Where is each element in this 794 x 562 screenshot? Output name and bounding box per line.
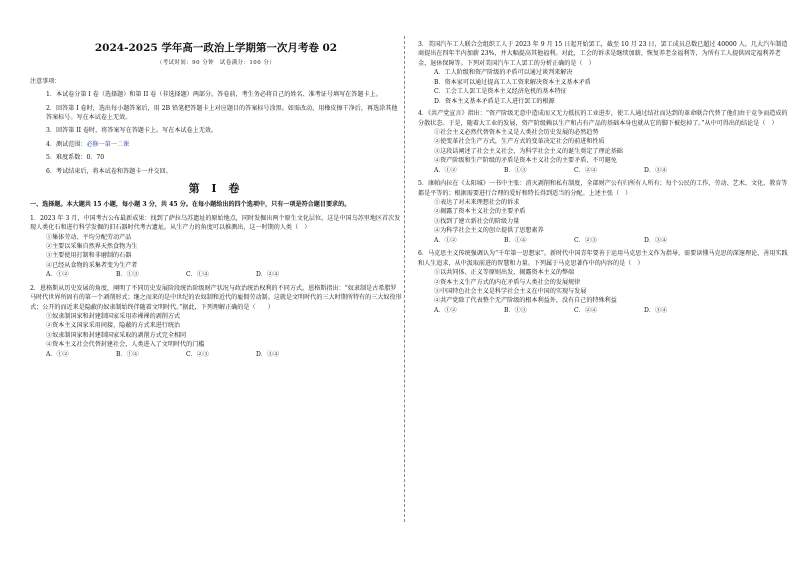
- question-stem: 4．《共产党宣言》指出：“资产阶级无意中造成而又无力抵抗的工业进步，使工人通过结社而达到的革命联合代替了他们由于竞争而造成的分散状态。于是，随着大工业的发展，资产阶级赖以生产和占有产品的基础本身也就从它的脚下被挖掉了。”从中可得出的结论是（ ）: [418, 110, 788, 127]
- option: ①集体劳动、平均分配劳动产品: [46, 233, 132, 241]
- note-item: 2．回答第 I 卷时，选出每小题答案后，用 2B 铅笔把答题卡上对应题目的答案标号涂黑。如需改动，用橡皮擦干净后，再选涂其他答案标号。写在本试卷上无效。: [46, 104, 398, 121]
- answer-d: D．②④: [256, 271, 280, 279]
- question-2: [30, 284, 402, 360]
- exam-subtitle: （考试时间：90 分钟 试卷满分：100 分）: [156, 60, 276, 67]
- question-stem: 2．恩格斯从历史发展的角度，阐明了不同历史发展阶段统治阶级财产状况与政治统治权利的不同方式。恩格斯指出：“奴隶制是古希腊罗马时代世界所固有的第一个剥削形式；继之而来的是中世纪的农奴制和近代的雇佣劳动制。这就是文明时代的三大时期所特有的三大奴役形式；公开的而近来是隐蔽的奴隶制始终伴随着文明时代。”据此，下列理解正确的是（ ）: [30, 284, 402, 311]
- question-stem: 5．康帕内拉在《太阳城》一书中主张：消灭剥削和私有制度，全部财产公有归所有人所有；每个公民的工作、劳动、艺术、文化、教育等都是平等的；根据需要进行合理的爱好和特长得到适当的分配。上述主张（ ）: [418, 180, 788, 197]
- option: ②资本主义生产方式的内在矛盾与人类社会的发展规律: [434, 278, 581, 286]
- option: B．资本家可以通过提高工人工资来解决资本主义基本矛盾: [434, 78, 591, 86]
- section-heading: 一、选择题。本大题共 15 小题，每小题 3 分，共 45 分。在每小题给出的四个选项中，只有一项是符合题目要求的。: [30, 201, 351, 209]
- answer-b: B．①③: [116, 271, 139, 279]
- question-stem: 6．马克思主义传统强调认为“千年第一思想家”。新时代中国青年要善于运用马克思主义作为指导，需要读懂马克思的深邃理论、善用实践和人生追求，从中汲取前进的智慧和力量。下列属于马克思著作中的内容的是（ ）: [418, 250, 788, 267]
- question-6: [418, 249, 790, 315]
- question-1: [30, 214, 402, 280]
- option: ③奴隶制国家和封建制国家采取的剥削方式完全相同: [46, 331, 187, 339]
- answer-choices: [30, 270, 402, 279]
- answer-a: A．①②: [434, 236, 457, 244]
- option: ③找到了建立新社会的阶级力量: [434, 217, 520, 225]
- answer-c: C．②④: [574, 166, 597, 174]
- option: ①奴隶制国家和封建制国家采用赤裸裸的剥削方式: [46, 313, 181, 320]
- option: ④共产党除了代表整个无产阶级的根本利益外，没有自己的特殊利益: [434, 297, 617, 305]
- answer-a: A．①②: [46, 350, 69, 358]
- answer-c: C．①④: [186, 271, 209, 279]
- note-scope-label: 4．测试范围：: [46, 140, 87, 148]
- option: ④资产阶级和生产阶级的矛盾是资本主义社会的主要矛盾，不可避免: [434, 157, 617, 165]
- answer-choices: [418, 166, 790, 175]
- answer-a: A．①②: [434, 306, 457, 314]
- option: C．工会工人罢工是资本主义经济危机的基本特征: [434, 88, 567, 96]
- answer-d: D．③④: [256, 350, 280, 358]
- answer-choices: [30, 350, 402, 359]
- question-stem: 3．美国汽车工人联合会组织工人于 2023 年 9 月 15 日起开始罢工，截至 10 月 23 日，罢工成员总数已超过 40000 人。几大汽车制造商提出在四年半内加薪 23%，并大幅提高其他福利。对此，工会的诉求是继续加薪、恢复养老金福利等，为所有工人提供固定福利养老金、退休保障等。下列对美国汽车工人罢工的分析正确的是（ ）: [418, 41, 788, 67]
- option: ③主要使用打制和非磨制的石器: [46, 252, 132, 260]
- option: ③中国特色社会主义是科学社会主义在中国的实现与发展: [434, 287, 587, 295]
- option: ④资本主义社会代替封建社会，人类进入了文明时代的门槛: [46, 341, 205, 349]
- note-item: 1．本试卷分第 I 卷（选择题）和第 II 卷（非选择题）两部分。答卷前，考生务必将自己的姓名、准考证号填写在答题卡上。: [46, 91, 382, 99]
- notes-heading: 注意事项：: [30, 77, 61, 85]
- answer-c: C．②③: [186, 350, 209, 358]
- answer-b: B．①③: [504, 306, 527, 314]
- exam-title: 2024-2025 学年高一政治上学期第一次月考卷 02: [94, 42, 338, 54]
- answer-d: D．③④: [644, 236, 668, 244]
- option: A．工人阶级和资产阶级的矛盾可以通过谈判来解决: [434, 69, 573, 77]
- note-item: 3．回答第 II 卷时，将答案写在答题卡上。写在本试卷上无效。: [46, 127, 218, 135]
- option: ②使变革社会生产方式，生产方式的变革决定社会的前进和性质: [434, 138, 605, 146]
- question-4: [418, 109, 790, 175]
- answer-b: B．①③: [504, 166, 527, 174]
- note-item: 5．难度系数：0．70: [46, 154, 105, 162]
- answer-c: C．②③: [574, 236, 597, 244]
- answer-choices: [418, 306, 790, 315]
- question-3: [418, 40, 790, 106]
- option: ①社会主义必然代替资本主义是人类社会历史发展的必然趋势: [434, 128, 599, 136]
- column-divider: [404, 36, 405, 522]
- answer-c: C．②④: [574, 306, 597, 314]
- left-column: [30, 40, 402, 363]
- answer-d: D．③④: [644, 166, 668, 174]
- option: ④已经从食物的采集者变为生产者: [46, 261, 138, 269]
- option: ③这段话阐述了社会主义社会，为科学社会主义的诞生奠定了理论基础: [434, 147, 623, 155]
- option: ②主要以采集自然界天然食物为生: [46, 242, 138, 250]
- answer-d: D．③④: [644, 306, 668, 314]
- volume-title: 第 I 卷: [188, 182, 244, 196]
- note-scope-value: 必修一第一二课: [86, 140, 130, 148]
- answer-a: A．①②: [434, 166, 457, 174]
- option: ④为科学社会主义的创立提供了思想素养: [434, 227, 544, 235]
- answer-choices: [418, 236, 790, 245]
- option: D．资本主义基本矛盾是工人进行罢工的根源: [434, 97, 555, 105]
- option: ②揭露了资本主义社会的主要矛盾: [434, 208, 526, 216]
- answer-a: A．①②: [46, 271, 69, 279]
- option: ①以共同体、正义等原则出发，揭露资本主义的弊端: [434, 269, 575, 277]
- option: ②资本主义国家采用间接、隐蔽的方式来进行统治: [46, 322, 181, 330]
- answer-b: B．①④: [504, 236, 527, 244]
- right-column: [418, 40, 790, 319]
- option: ①表达了对未来理想社会的诉求: [434, 199, 520, 206]
- answer-b: B．①④: [116, 350, 139, 358]
- question-stem: 1．2023 年 3 月，中国考古公布最新成果：找到了萨拉乌苏遗址的原始地点，同时发掘出两个原生文化层位。这是中国乌苏里地区首次发现人类化石和进行科学发掘的旧石器时代考古遗址。从生产力的角度可以推测出，这一时期的人类（ ）: [30, 214, 401, 232]
- note-item-scope: [30, 140, 402, 149]
- note-item: 6．考试结束后，将本试卷和答题卡一并交回。: [46, 167, 172, 175]
- question-5: [418, 179, 790, 245]
